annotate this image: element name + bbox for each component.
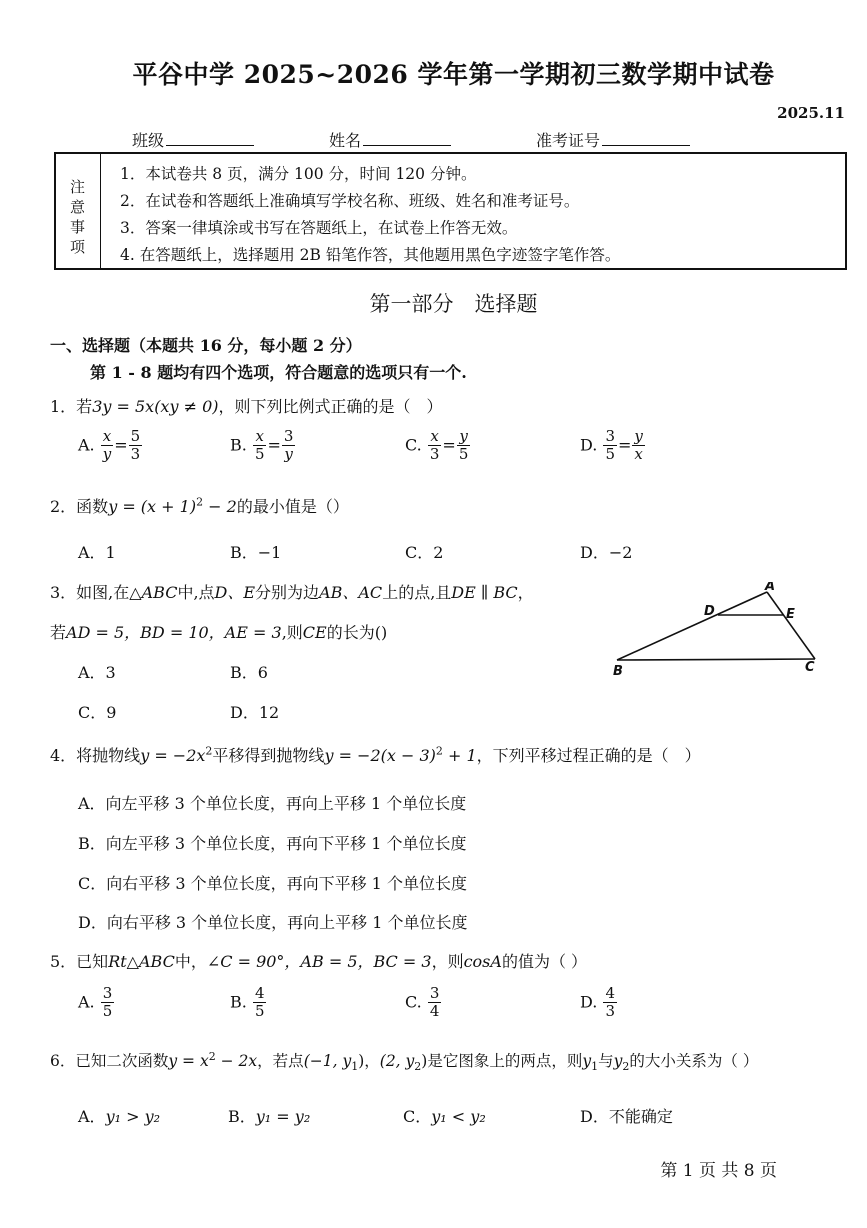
notice-side-label [56, 154, 101, 268]
option-label: B. [230, 435, 247, 455]
section-instruction: 第 1 - 8 题均有四个选项，符合题意的选项只有一个. [90, 363, 467, 382]
class-label: 班级 [132, 131, 165, 150]
q1-option-d: D. $\frac{3}{5}$ = $\frac{y}{x}$ [580, 427, 643, 464]
fraction: $\frac{4}{3}$ [605, 984, 615, 1021]
triangle-figure [605, 582, 830, 682]
q4-option-a: A．向左平移 3 个单位长度，再向上平移 1 个单位长度 [78, 794, 467, 813]
notice-item: 4. 在答题纸上，选择题用 2B 铅笔作答，其他题用黑色字迹签字笔作答。 [120, 246, 621, 264]
q3-option-c: C．9 [78, 703, 117, 722]
exam-number-blank [602, 131, 690, 146]
vertex-label-c: C [805, 660, 815, 675]
notice-char: 项 [70, 238, 86, 256]
q2-expression-tail: − 2 [203, 497, 237, 516]
fraction: $\frac{y}{x}$ [634, 427, 643, 464]
notice-box [54, 152, 847, 270]
q5-option-c: C. $\frac{3}{4}$ [405, 984, 440, 1021]
class-field [132, 128, 254, 151]
option-label: A. [78, 435, 95, 455]
q6-option-a: A．y₁ > y₂ [78, 1107, 161, 1126]
q5-option-a: A. $\frac{3}{5}$ [78, 984, 113, 1021]
q6-option-d: D．不能确定 [580, 1107, 673, 1126]
section-title: 第一部分 选择题 [369, 292, 538, 316]
name-field [329, 128, 451, 151]
q4-option-b: B．向左平移 3 个单位长度，再向下平移 1 个单位长度 [78, 834, 467, 853]
vertex-label-b: B [613, 664, 623, 679]
name-label: 姓名 [329, 131, 362, 150]
fraction: $\frac{x}{y}$ [102, 427, 112, 464]
exam-date: 2025.11 [777, 104, 845, 122]
q5-option-b: B. $\frac{4}{5}$ [230, 984, 265, 1021]
fraction: $\frac{4}{5}$ [254, 984, 265, 1021]
question-5: 5．已知Rt△ABC中，∠C = 90°，AB = 5，BC = 3，则cosA的值为（ ） [50, 952, 588, 971]
q3-option-a: A．3 [78, 663, 116, 682]
q3-option-d: D．12 [230, 703, 280, 722]
question-3-line-1: 3．如图,在△ABC中,点D、E分别为边AB、AC上的点,且DE ∥ BC， [50, 583, 534, 602]
q2-option-b: B．−1 [230, 543, 282, 562]
question-1 [50, 394, 443, 417]
fraction: $\frac{3}{4}$ [429, 984, 440, 1021]
fraction: $\frac{y}{5}$ [458, 427, 469, 464]
exam-number-field [536, 128, 690, 151]
notice-item: 1．本试卷共 8 页，满分 100 分，时间 120 分钟。 [120, 165, 477, 183]
exam-number-label: 准考证号 [536, 131, 601, 150]
q2-suffix: 的最小值是（） [236, 497, 349, 516]
vertex-label-a: A [765, 582, 776, 594]
vertex-label-d: D [704, 604, 715, 619]
name-blank [363, 131, 451, 146]
vertex-label-e: E [786, 607, 795, 622]
q1-condition: 3y = 5x(xy ≠ 0) [92, 397, 219, 416]
fraction: $\frac{3}{5}$ [102, 984, 113, 1021]
q1-suffix: ，则下列比例式正确的是（ ） [218, 397, 443, 416]
question-4: 4．将抛物线$y = -2x^2$平移得到抛物线$y = -2(x - 3)^2 + 1$，下列平移过程正确的是（ ） [50, 744, 701, 765]
question-2 [50, 494, 349, 517]
class-blank [166, 131, 254, 146]
notice-item: 2．在试卷和答题纸上准确填写学校名称、班级、姓名和准考证号。 [120, 192, 580, 210]
q6-option-b: B．y₁ = y₂ [228, 1107, 311, 1126]
notice-char: 意 [70, 198, 86, 216]
page-title: 平谷中学 2025~2026 学年第一学期初三数学期中试卷 [132, 60, 775, 89]
side-bc [617, 659, 815, 660]
q2-expression: y = (x + 1) [108, 497, 197, 516]
q6-option-c: C．y₁ < y₂ [403, 1107, 486, 1126]
notice-char: 事 [70, 218, 86, 236]
q3-option-b: B．6 [230, 663, 268, 682]
notice-char: 注 [70, 178, 86, 196]
fraction: $\frac{x}{3}$ [429, 427, 440, 464]
fraction: $\frac{5}{3}$ [130, 427, 141, 464]
side-ac [767, 592, 815, 659]
fraction: $\frac{3}{y}$ [283, 427, 294, 464]
notice-item: 3．答案一律填涂或书写在答题纸上，在试卷上作答无效。 [120, 219, 518, 237]
q1-prefix: 1．若 [50, 397, 93, 416]
fraction: $\frac{3}{5}$ [605, 427, 615, 464]
q4-option-c: C．向右平移 3 个单位长度，再向下平移 1 个单位长度 [78, 874, 467, 893]
option-label: C. [405, 435, 422, 455]
page-footer: 第 1 页 共 8 页 [660, 1161, 777, 1181]
section-heading: 一、选择题（本题共 16 分，每小题 2 分） [50, 336, 362, 355]
side-ab [617, 592, 767, 660]
q2-exponent: 2 [196, 495, 204, 509]
q2-prefix: 2．函数 [50, 497, 109, 516]
question-6: 6．已知二次函数$y = x^2 - 2x$，若点(−1, $y_1$)，(2, $y_2$)是它图象上的两点，则$y_1$与$y_2$的大小关系为（ ） [50, 1049, 759, 1074]
q2-option-d: D．−2 [580, 543, 633, 562]
q4-option-d: D．向右平移 3 个单位长度，再向上平移 1 个单位长度 [78, 913, 468, 932]
q2-option-c: C．2 [405, 543, 444, 562]
option-label: D. [580, 435, 598, 455]
fraction: $\frac{x}{5}$ [254, 427, 265, 464]
q1-option-c: C. $\frac{x}{3}$ = $\frac{y}{5}$ [405, 427, 469, 464]
q1-option-a: A. $\frac{x}{y}$ = $\frac{5}{3}$ [78, 427, 141, 464]
q2-option-a: A．1 [78, 543, 116, 562]
question-3-line-2: 若AD = 5，BD = 10，AE = 3,则CE的长为() [50, 623, 388, 642]
q1-option-b: B. $\frac{x}{5}$ = $\frac{3}{y}$ [230, 427, 294, 464]
q5-option-d: D. $\frac{4}{3}$ [580, 984, 615, 1021]
